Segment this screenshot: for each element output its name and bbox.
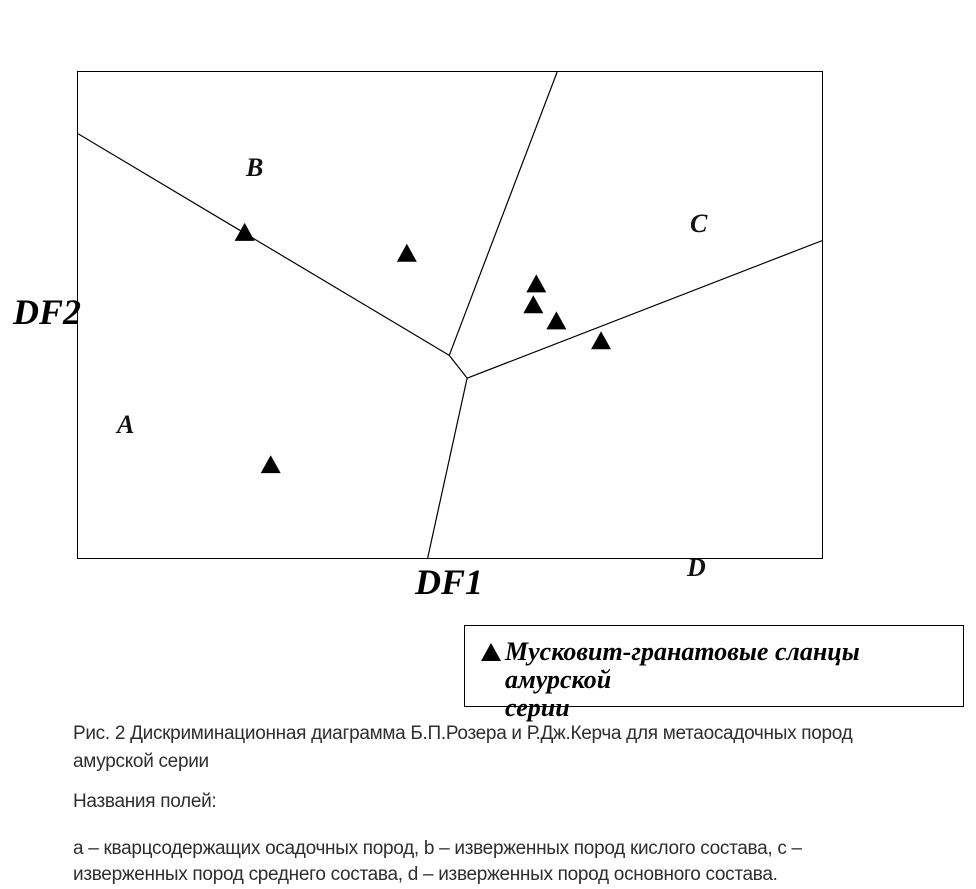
fields-description-line1: a – кварцсодержащих осадочных пород, b – изверженных пород кислого состава, c – (73, 838, 802, 859)
discrimination-diagram (78, 72, 822, 558)
data-point-triangle (546, 311, 566, 329)
fields-heading: Названия полей: (73, 791, 217, 812)
legend-label (505, 638, 953, 722)
fields-description (73, 836, 933, 888)
x-axis-label: DF1 (415, 562, 484, 602)
caption-line2: амурской серии (73, 751, 209, 772)
fields-description-line2: изверженных пород среднего состава, d – изверженных пород основного состава. (73, 864, 778, 885)
data-point-triangle (397, 244, 417, 262)
y-axis-label: DF2 (13, 292, 82, 332)
data-point-triangle (591, 331, 611, 349)
field-boundary-line (78, 134, 449, 356)
field-boundary-line (467, 241, 822, 379)
field-boundary-line (428, 378, 467, 558)
field-boundary-line (449, 355, 467, 378)
field-label-c: C (690, 209, 708, 238)
field-label-a: A (117, 410, 135, 439)
data-point-triangle (235, 223, 255, 241)
legend-label-line2: серии (505, 693, 570, 722)
data-point-triangle (523, 295, 543, 313)
filled-triangle-icon (481, 643, 501, 661)
legend-box (464, 625, 964, 722)
figure-caption (73, 720, 933, 776)
data-point-triangle (261, 455, 281, 473)
data-point-triangle (526, 274, 546, 292)
legend-label-line1: Мусковит-гранатовые сланцы амурской (505, 637, 860, 694)
plot-area (77, 71, 823, 559)
field-label-b: B (246, 153, 264, 182)
caption-line1: Рис. 2 Дискриминационная диаграмма Б.П.Розера и Р.Дж.Керча для метаосадочных пород (73, 723, 853, 744)
field-label-d: D (687, 553, 706, 582)
